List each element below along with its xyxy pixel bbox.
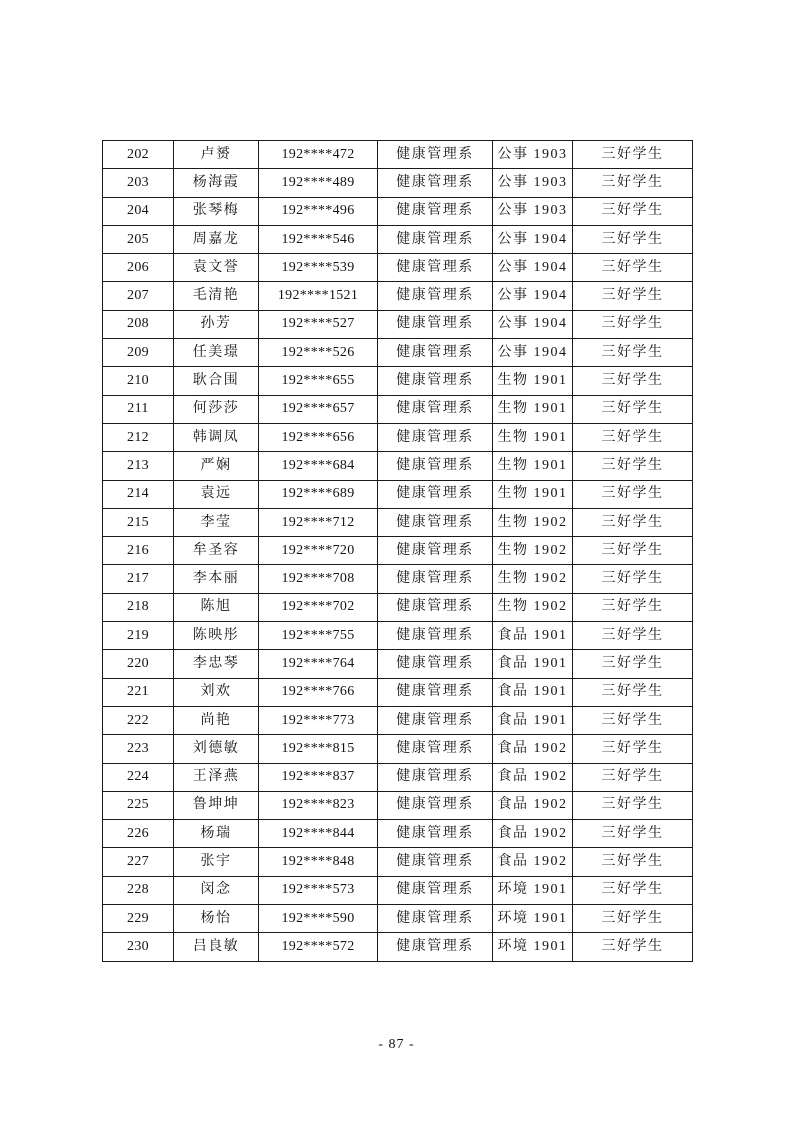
cell-award: 三好学生 bbox=[573, 820, 693, 848]
cell-department: 健康管理系 bbox=[378, 254, 493, 282]
cell-name: 李本丽 bbox=[174, 565, 259, 593]
cell-name: 李莹 bbox=[174, 508, 259, 536]
table-row bbox=[103, 141, 693, 169]
cell-number: 213 bbox=[103, 452, 174, 480]
cell-number: 223 bbox=[103, 735, 174, 763]
cell-name: 周嘉龙 bbox=[174, 225, 259, 253]
cell-award: 三好学生 bbox=[573, 650, 693, 678]
cell-student-id: 192****844 bbox=[259, 820, 378, 848]
cell-number: 226 bbox=[103, 820, 174, 848]
cell-class: 食品 1902 bbox=[493, 763, 573, 791]
cell-class: 环境 1901 bbox=[493, 905, 573, 933]
cell-class: 生物 1902 bbox=[493, 508, 573, 536]
cell-student-id: 192****708 bbox=[259, 565, 378, 593]
cell-class: 生物 1901 bbox=[493, 480, 573, 508]
cell-name: 王泽燕 bbox=[174, 763, 259, 791]
cell-department: 健康管理系 bbox=[378, 310, 493, 338]
cell-department: 健康管理系 bbox=[378, 933, 493, 962]
cell-name: 牟圣容 bbox=[174, 537, 259, 565]
cell-class: 公事 1903 bbox=[493, 141, 573, 169]
cell-name: 陈旭 bbox=[174, 593, 259, 621]
cell-class: 公事 1903 bbox=[493, 197, 573, 225]
cell-class: 食品 1901 bbox=[493, 678, 573, 706]
cell-number: 222 bbox=[103, 706, 174, 734]
cell-name: 闵念 bbox=[174, 876, 259, 904]
cell-department: 健康管理系 bbox=[378, 622, 493, 650]
table-row bbox=[103, 282, 693, 310]
cell-name: 孙芳 bbox=[174, 310, 259, 338]
cell-number: 217 bbox=[103, 565, 174, 593]
cell-department: 健康管理系 bbox=[378, 735, 493, 763]
cell-number: 216 bbox=[103, 537, 174, 565]
cell-class: 公事 1904 bbox=[493, 339, 573, 367]
cell-department: 健康管理系 bbox=[378, 508, 493, 536]
cell-department: 健康管理系 bbox=[378, 565, 493, 593]
table-row bbox=[103, 622, 693, 650]
cell-department: 健康管理系 bbox=[378, 423, 493, 451]
cell-student-id: 192****657 bbox=[259, 395, 378, 423]
cell-award: 三好学生 bbox=[573, 339, 693, 367]
table-row bbox=[103, 367, 693, 395]
cell-student-id: 192****815 bbox=[259, 735, 378, 763]
cell-student-id: 192****546 bbox=[259, 225, 378, 253]
cell-class: 食品 1901 bbox=[493, 650, 573, 678]
cell-department: 健康管理系 bbox=[378, 169, 493, 197]
cell-class: 公事 1904 bbox=[493, 282, 573, 310]
cell-number: 206 bbox=[103, 254, 174, 282]
cell-department: 健康管理系 bbox=[378, 225, 493, 253]
cell-department: 健康管理系 bbox=[378, 763, 493, 791]
cell-award: 三好学生 bbox=[573, 423, 693, 451]
cell-student-id: 192****755 bbox=[259, 622, 378, 650]
cell-class: 公事 1904 bbox=[493, 310, 573, 338]
cell-student-id: 192****526 bbox=[259, 339, 378, 367]
cell-name: 李忠琴 bbox=[174, 650, 259, 678]
cell-number: 207 bbox=[103, 282, 174, 310]
table-row bbox=[103, 820, 693, 848]
cell-class: 生物 1901 bbox=[493, 367, 573, 395]
cell-student-id: 192****489 bbox=[259, 169, 378, 197]
cell-name: 杨怡 bbox=[174, 905, 259, 933]
cell-class: 食品 1902 bbox=[493, 848, 573, 876]
cell-number: 212 bbox=[103, 423, 174, 451]
table-row bbox=[103, 565, 693, 593]
cell-award: 三好学生 bbox=[573, 565, 693, 593]
cell-name: 鲁坤坤 bbox=[174, 791, 259, 819]
cell-award: 三好学生 bbox=[573, 197, 693, 225]
cell-class: 生物 1902 bbox=[493, 593, 573, 621]
cell-name: 卢赟 bbox=[174, 141, 259, 169]
table-row bbox=[103, 537, 693, 565]
cell-department: 健康管理系 bbox=[378, 791, 493, 819]
cell-class: 生物 1901 bbox=[493, 395, 573, 423]
cell-award: 三好学生 bbox=[573, 622, 693, 650]
cell-name: 毛清艳 bbox=[174, 282, 259, 310]
cell-student-id: 192****848 bbox=[259, 848, 378, 876]
cell-number: 208 bbox=[103, 310, 174, 338]
cell-award: 三好学生 bbox=[573, 395, 693, 423]
cell-name: 任美璟 bbox=[174, 339, 259, 367]
cell-student-id: 192****472 bbox=[259, 141, 378, 169]
table-row bbox=[103, 650, 693, 678]
page-number: - 87 - bbox=[378, 1037, 415, 1052]
table-row bbox=[103, 197, 693, 225]
cell-class: 食品 1902 bbox=[493, 735, 573, 763]
cell-student-id: 192****702 bbox=[259, 593, 378, 621]
cell-award: 三好学生 bbox=[573, 169, 693, 197]
cell-number: 225 bbox=[103, 791, 174, 819]
table-row bbox=[103, 706, 693, 734]
cell-award: 三好学生 bbox=[573, 225, 693, 253]
cell-class: 食品 1902 bbox=[493, 791, 573, 819]
table-row bbox=[103, 508, 693, 536]
cell-name: 陈映彤 bbox=[174, 622, 259, 650]
cell-student-id: 192****773 bbox=[259, 706, 378, 734]
table-row bbox=[103, 876, 693, 904]
cell-award: 三好学生 bbox=[573, 933, 693, 962]
table-row bbox=[103, 678, 693, 706]
cell-department: 健康管理系 bbox=[378, 367, 493, 395]
cell-award: 三好学生 bbox=[573, 480, 693, 508]
table-row bbox=[103, 310, 693, 338]
table-row bbox=[103, 395, 693, 423]
cell-student-id: 192****712 bbox=[259, 508, 378, 536]
cell-award: 三好学生 bbox=[573, 282, 693, 310]
cell-number: 202 bbox=[103, 141, 174, 169]
cell-number: 221 bbox=[103, 678, 174, 706]
cell-student-id: 192****573 bbox=[259, 876, 378, 904]
cell-number: 229 bbox=[103, 905, 174, 933]
cell-name: 杨海霞 bbox=[174, 169, 259, 197]
cell-award: 三好学生 bbox=[573, 254, 693, 282]
cell-class: 生物 1901 bbox=[493, 423, 573, 451]
cell-department: 健康管理系 bbox=[378, 282, 493, 310]
cell-department: 健康管理系 bbox=[378, 905, 493, 933]
cell-award: 三好学生 bbox=[573, 310, 693, 338]
cell-class: 生物 1902 bbox=[493, 537, 573, 565]
cell-number: 218 bbox=[103, 593, 174, 621]
table-row bbox=[103, 480, 693, 508]
table-row bbox=[103, 735, 693, 763]
cell-name: 尚艳 bbox=[174, 706, 259, 734]
table-row bbox=[103, 905, 693, 933]
cell-name: 张琴梅 bbox=[174, 197, 259, 225]
cell-student-id: 192****764 bbox=[259, 650, 378, 678]
cell-number: 203 bbox=[103, 169, 174, 197]
cell-number: 205 bbox=[103, 225, 174, 253]
cell-number: 210 bbox=[103, 367, 174, 395]
cell-award: 三好学生 bbox=[573, 763, 693, 791]
table-row bbox=[103, 763, 693, 791]
table-row bbox=[103, 791, 693, 819]
cell-department: 健康管理系 bbox=[378, 678, 493, 706]
cell-class: 生物 1902 bbox=[493, 565, 573, 593]
table-row bbox=[103, 423, 693, 451]
cell-student-id: 192****655 bbox=[259, 367, 378, 395]
cell-student-id: 192****837 bbox=[259, 763, 378, 791]
cell-number: 230 bbox=[103, 933, 174, 962]
cell-name: 袁文誉 bbox=[174, 254, 259, 282]
cell-name: 杨瑞 bbox=[174, 820, 259, 848]
cell-department: 健康管理系 bbox=[378, 537, 493, 565]
cell-class: 食品 1902 bbox=[493, 820, 573, 848]
cell-award: 三好学生 bbox=[573, 735, 693, 763]
cell-department: 健康管理系 bbox=[378, 848, 493, 876]
cell-student-id: 192****1521 bbox=[259, 282, 378, 310]
table-row bbox=[103, 225, 693, 253]
cell-class: 公事 1903 bbox=[493, 169, 573, 197]
cell-class: 生物 1901 bbox=[493, 452, 573, 480]
student-awards-table bbox=[102, 140, 693, 962]
cell-award: 三好学生 bbox=[573, 452, 693, 480]
cell-department: 健康管理系 bbox=[378, 452, 493, 480]
table-row bbox=[103, 933, 693, 962]
cell-student-id: 192****496 bbox=[259, 197, 378, 225]
cell-department: 健康管理系 bbox=[378, 197, 493, 225]
cell-student-id: 192****720 bbox=[259, 537, 378, 565]
cell-award: 三好学生 bbox=[573, 848, 693, 876]
cell-department: 健康管理系 bbox=[378, 593, 493, 621]
cell-class: 公事 1904 bbox=[493, 225, 573, 253]
cell-name: 刘德敏 bbox=[174, 735, 259, 763]
cell-student-id: 192****684 bbox=[259, 452, 378, 480]
cell-class: 环境 1901 bbox=[493, 876, 573, 904]
cell-class: 环境 1901 bbox=[493, 933, 573, 962]
cell-number: 214 bbox=[103, 480, 174, 508]
table-row bbox=[103, 169, 693, 197]
cell-department: 健康管理系 bbox=[378, 141, 493, 169]
table-row bbox=[103, 254, 693, 282]
cell-number: 204 bbox=[103, 197, 174, 225]
cell-department: 健康管理系 bbox=[378, 480, 493, 508]
table-row bbox=[103, 848, 693, 876]
awards-table-body bbox=[103, 141, 693, 962]
cell-department: 健康管理系 bbox=[378, 820, 493, 848]
cell-student-id: 192****823 bbox=[259, 791, 378, 819]
cell-student-id: 192****766 bbox=[259, 678, 378, 706]
cell-award: 三好学生 bbox=[573, 905, 693, 933]
cell-class: 食品 1901 bbox=[493, 706, 573, 734]
table-row bbox=[103, 339, 693, 367]
cell-name: 吕良敏 bbox=[174, 933, 259, 962]
cell-name: 严娴 bbox=[174, 452, 259, 480]
cell-award: 三好学生 bbox=[573, 876, 693, 904]
cell-department: 健康管理系 bbox=[378, 650, 493, 678]
cell-award: 三好学生 bbox=[573, 367, 693, 395]
cell-department: 健康管理系 bbox=[378, 395, 493, 423]
cell-award: 三好学生 bbox=[573, 678, 693, 706]
cell-student-id: 192****689 bbox=[259, 480, 378, 508]
cell-student-id: 192****590 bbox=[259, 905, 378, 933]
cell-student-id: 192****527 bbox=[259, 310, 378, 338]
cell-name: 耿合围 bbox=[174, 367, 259, 395]
cell-name: 袁远 bbox=[174, 480, 259, 508]
cell-number: 220 bbox=[103, 650, 174, 678]
cell-number: 224 bbox=[103, 763, 174, 791]
cell-name: 何莎莎 bbox=[174, 395, 259, 423]
cell-number: 211 bbox=[103, 395, 174, 423]
cell-award: 三好学生 bbox=[573, 508, 693, 536]
cell-department: 健康管理系 bbox=[378, 339, 493, 367]
cell-student-id: 192****656 bbox=[259, 423, 378, 451]
cell-number: 228 bbox=[103, 876, 174, 904]
table-row bbox=[103, 593, 693, 621]
cell-name: 韩调凤 bbox=[174, 423, 259, 451]
cell-class: 公事 1904 bbox=[493, 254, 573, 282]
cell-department: 健康管理系 bbox=[378, 706, 493, 734]
cell-award: 三好学生 bbox=[573, 791, 693, 819]
cell-award: 三好学生 bbox=[573, 706, 693, 734]
cell-number: 209 bbox=[103, 339, 174, 367]
cell-name: 张宇 bbox=[174, 848, 259, 876]
cell-student-id: 192****539 bbox=[259, 254, 378, 282]
cell-award: 三好学生 bbox=[573, 537, 693, 565]
cell-award: 三好学生 bbox=[573, 593, 693, 621]
cell-student-id: 192****572 bbox=[259, 933, 378, 962]
cell-name: 刘欢 bbox=[174, 678, 259, 706]
cell-class: 食品 1901 bbox=[493, 622, 573, 650]
cell-number: 227 bbox=[103, 848, 174, 876]
cell-award: 三好学生 bbox=[573, 141, 693, 169]
cell-number: 215 bbox=[103, 508, 174, 536]
cell-department: 健康管理系 bbox=[378, 876, 493, 904]
table-row bbox=[103, 452, 693, 480]
cell-number: 219 bbox=[103, 622, 174, 650]
